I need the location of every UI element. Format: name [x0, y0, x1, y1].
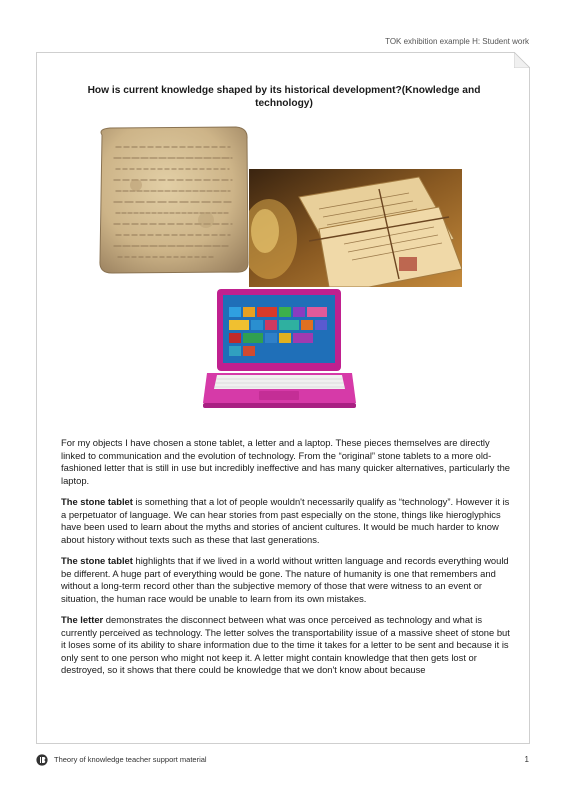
paragraph-stone-tablet-1: The stone tablet is something that a lot of people wouldn't necessarily qualify as “technology”. However it is a perpetuator of language. We can hear stories from past especially on the stone, things like hieroglyphics have been used to learn about the myths and stories of ancient cultures. It would be much harder to know about history without texts such as these that last generations.	[61, 495, 510, 545]
page-corner-fold-icon	[514, 52, 530, 68]
paragraph-letter: The letter demonstrates the disconnect between what was once perceived as technology and what is currently perceived as technology. The letter solves the transportability issue of a massive sheet of stone but it loses some of its ability to share information due to the time it takes for a letter to be sent and because it is only sent to one person who might not keep it. A letter might contain knowledge that then gets lost or destroyed, so it shows that there could be knowledge that we don't know about because	[61, 613, 510, 676]
document-header: TOK exhibition example H: Student work	[385, 37, 529, 46]
ib-logo-icon	[36, 754, 48, 766]
paragraph-stone-tablet-2: The stone tablet highlights that if we lived in a world without written language and records everything would be different. A huge part of everything would be gone. The nature of humanity is one that remembers and without a long-term record other than the subjective memory of those that were witness to an event or situation, the human race would be unable to learn from its own mistakes.	[61, 554, 509, 604]
page-frame	[36, 52, 530, 744]
laptop-image	[203, 287, 356, 415]
paragraph-intro: For my objects I have chosen a stone tablet, a letter and a laptop. These pieces themselves are directly linked to communication and the evolution of technology. From the “original” stone tablets to a more old-fashioned letter that is still in use but incredibly ineffective and has many quicker alternatives, particularly the laptop.	[61, 437, 511, 486]
document-body	[61, 437, 513, 685]
page-number: 1	[524, 755, 529, 764]
letter-image	[249, 169, 462, 287]
footer-text: Theory of knowledge teacher support material	[54, 755, 207, 764]
document-title: How is current knowledge shaped by its historical development?(Knowledge and technology)	[87, 85, 481, 109]
stone-tablet-image	[96, 125, 250, 275]
